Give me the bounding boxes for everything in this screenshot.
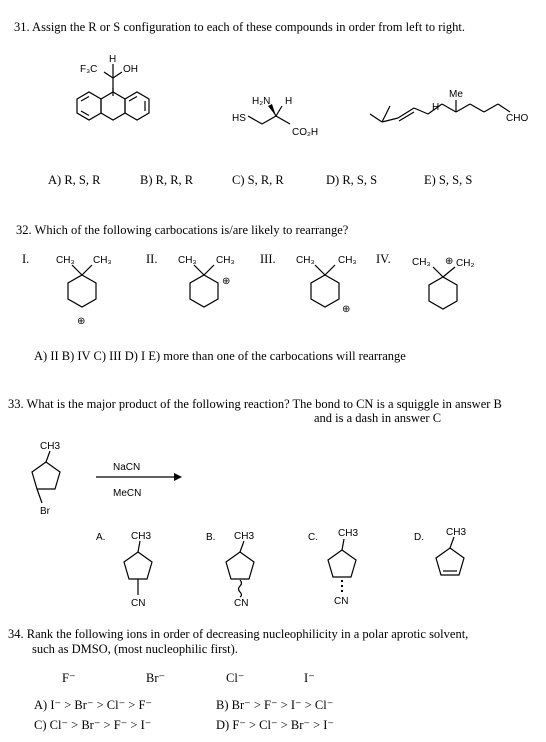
q34-choice-a: A) I⁻ > Br⁻ > Cl⁻ > F⁻ <box>34 698 153 712</box>
q33-ch3-c: CH3 <box>338 528 359 539</box>
q33-br-reactant: Br <box>40 506 50 517</box>
q32-ch3-3a: CH₃ <box>296 255 315 266</box>
q33-letter-c: C. <box>308 532 318 543</box>
q34-ion-cl: Cl⁻ <box>226 671 245 685</box>
q34-choice-d: D) F⁻ > Cl⁻ > Br⁻ > I⁻ <box>216 718 335 732</box>
q34-choice-c: C) Cl⁻ > Br⁻ > F⁻ > I⁻ <box>34 718 152 732</box>
q32-plus-1: ⊕ <box>77 316 86 327</box>
q33-cn-a: CN <box>131 598 146 609</box>
q34-ion-br: Br⁻ <box>146 671 166 685</box>
q32-label-3: III. <box>260 252 276 266</box>
q33-letter-a: A. <box>96 532 106 543</box>
q33-ch3-b: CH3 <box>234 531 255 542</box>
q31-label-cho: CHO <box>506 113 529 124</box>
q33-text: 33. What is the major product of the following reaction? The bond to CN is a squiggle in answer B <box>8 397 502 411</box>
q33-reagent-top: NaCN <box>113 462 141 473</box>
q33-ch3-d: CH3 <box>446 527 467 538</box>
q34-choice-b: B) Br⁻ > F⁻ > I⁻ > Cl⁻ <box>216 698 334 712</box>
q31-label-hs: HS <box>232 113 246 124</box>
q32-ch3-1b: CH₃ <box>93 255 112 266</box>
q31-label-h3: H <box>432 102 440 113</box>
q33-ch3-reactant: CH3 <box>40 441 61 452</box>
q32-plus-4: ⊕ <box>445 256 454 267</box>
q31-label-h: H <box>109 54 117 65</box>
q32-ch3-2a: CH₃ <box>178 255 197 266</box>
q31-choice-d: D) R, S, S <box>326 173 378 187</box>
q32-plus-2: ⊕ <box>222 276 231 287</box>
q32-plus-3: ⊕ <box>342 304 351 315</box>
q33-letter-b: B. <box>206 532 216 543</box>
q32-text: 32. Which of the following carbocations is/are likely to rearrange? <box>16 223 349 237</box>
q34-text: 34. Rank the following ions in order of decreasing nucleophilicity in a polar aprotic solvent, <box>8 627 469 641</box>
q32-ch3-3b: CH₃ <box>338 255 357 266</box>
q32-ch3-4: CH₃ <box>412 257 431 268</box>
q31-choice-c: C) S, R, R <box>232 173 284 187</box>
q31-choice-b: B) R, R, R <box>140 173 194 187</box>
q31-label-me: Me <box>449 89 463 100</box>
q32-ch2-4: CH₂ <box>456 258 475 269</box>
q31-label-h2: H <box>285 96 293 107</box>
q34-ion-i: I⁻ <box>304 671 315 685</box>
q32-ch3-1a: CH₃ <box>56 255 75 266</box>
q32-label-1: I. <box>22 252 30 266</box>
q33-letter-d: D. <box>414 532 424 543</box>
q31-label-oh: OH <box>123 64 138 75</box>
q34-text-2: such as DMSO, (most nucleophilic first). <box>32 642 238 656</box>
q31-choice-e: E) S, S, S <box>424 173 473 187</box>
q31-label-f3c: F₃C <box>80 64 98 75</box>
q33-ch3-a: CH3 <box>131 531 152 542</box>
q33-reagent-bottom: MeCN <box>113 488 142 499</box>
q33-cn-c: CN <box>334 596 349 607</box>
q31-choice-a: A) R, S, R <box>48 173 101 187</box>
q31-text: 31. Assign the R or S configuration to each of these compounds in order from left to right. <box>14 20 465 34</box>
q32-label-2: II. <box>146 252 158 266</box>
q32-ch3-2b: CH₃ <box>216 255 235 266</box>
q34-ion-f: F⁻ <box>62 671 76 685</box>
q31-label-h2n: H₂N <box>252 96 271 107</box>
q33-text-2: and is a dash in answer C <box>314 411 442 425</box>
q32-label-4: IV. <box>376 252 391 266</box>
q31-label-co2h: CO₂H <box>292 127 319 138</box>
q32-choices: A) II B) IV C) III D) I E) more than one of the carbocations will rearrange <box>34 349 406 363</box>
q33-cn-b: CN <box>234 598 249 609</box>
